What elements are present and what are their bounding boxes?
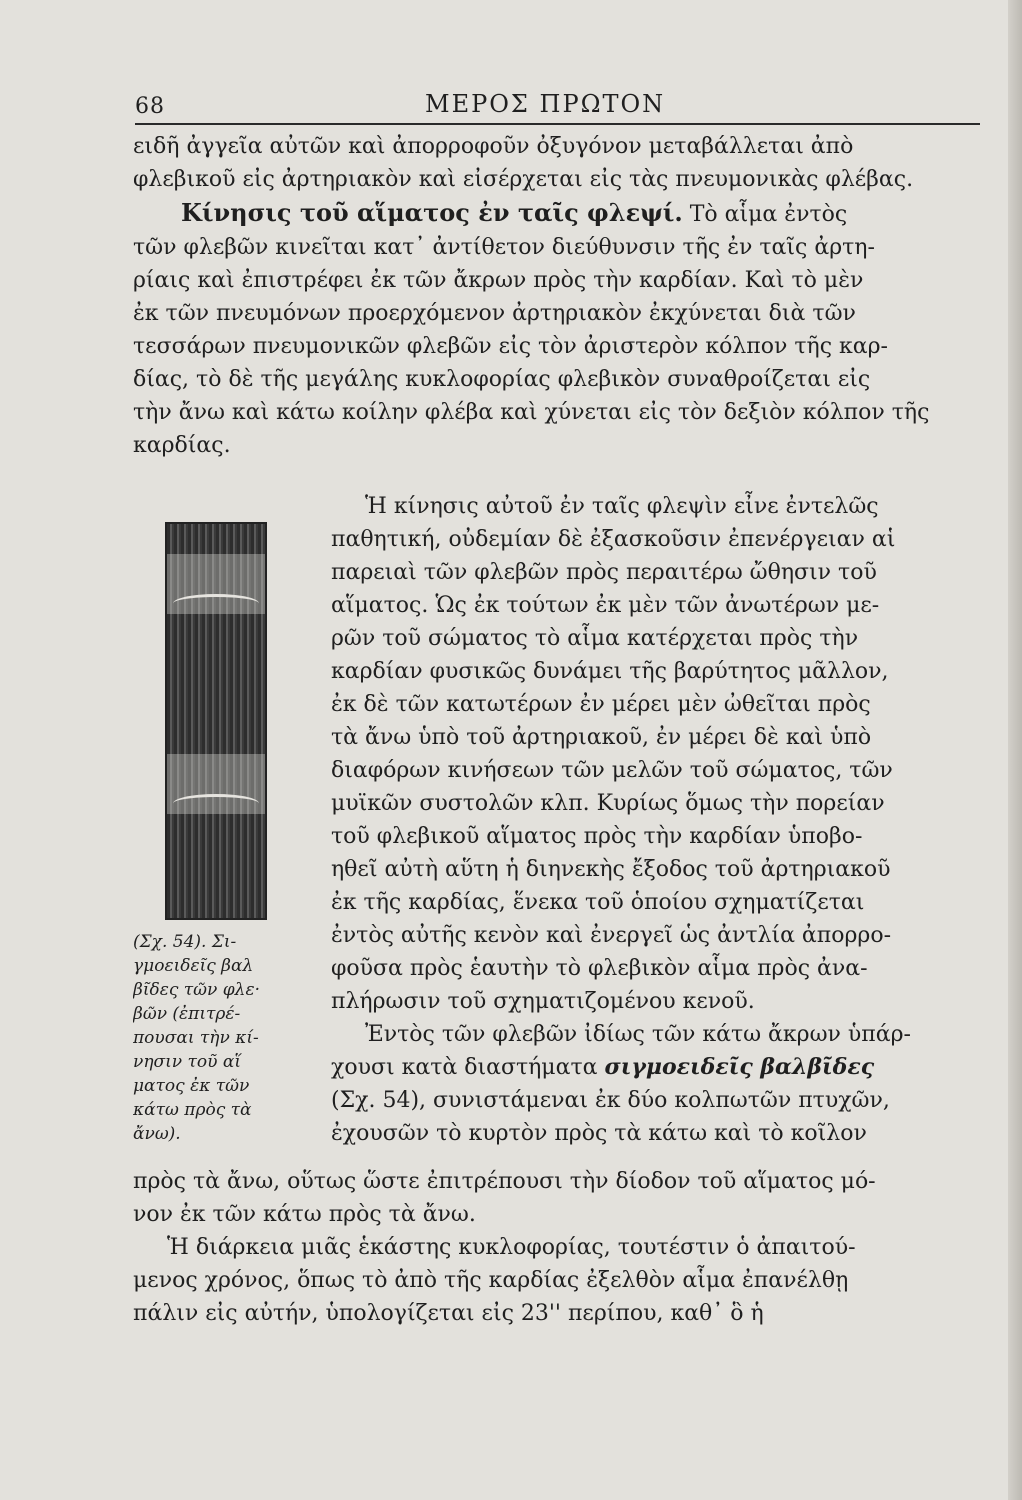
page-header: [135, 80, 980, 130]
figure-area: [133, 494, 983, 1155]
text-line: δίας, τὸ δὲ τῆς μεγάλης κυκλοφορίας φλεβικὸν συναθροίζεται εἰς: [133, 367, 871, 392]
text-line: πλήρωσιν τοῦ σχηματιζομένου κενοῦ.: [331, 989, 755, 1014]
text-line: Ἡ κίνησις αὐτοῦ ἐν ταῖς φλεψὶν εἶνε ἐντελῶς: [365, 494, 879, 519]
text-line: τὰ ἄνω ὑπὸ τοῦ ἀρτηριακοῦ, ἐν μέρει δὲ καὶ ὑπὸ: [331, 725, 872, 750]
text-line: αἵματος. Ὡς ἐκ τούτων ἐκ μὲν τῶν ἀνωτέρων με-: [331, 593, 880, 618]
text-line: (Σχ. 54), συνιστάμεναι ἐκ δύο κολπωτῶν πτυχῶν,: [331, 1088, 890, 1113]
text-line: ἐχουσῶν τὸ κυρτὸν πρὸς τὰ κάτω καὶ τὸ κοῖλον: [331, 1121, 867, 1146]
page-number: 68: [135, 94, 165, 119]
bottom-text-block: [133, 1165, 983, 1330]
text-line: διαφόρων κινήσεων τῶν μελῶν τοῦ σώματος, τῶν: [331, 758, 893, 783]
caption-line: ματος ἐκ τῶν: [133, 1076, 250, 1096]
caption-line: βῶν (ἐπιτρέ-: [133, 1004, 241, 1024]
valve-mark: [173, 594, 259, 613]
text-line: ηθεῖ αὐτὴ αὕτη ἡ διηνεκὴς ἔξοδος τοῦ ἀρτηριακοῦ: [331, 857, 891, 882]
text-line: πάλιν εἰς αὐτήν, ὑπολογίζεται εἰς 23'' περίπου, καθ᾽ ὃ ἡ: [133, 1301, 764, 1326]
text-line: τεσσάρων πνευμονικῶν φλεβῶν εἰς τὸν ἀριστερὸν κόλπον τῆς καρ-: [133, 334, 888, 359]
subheading-line: [133, 196, 983, 231]
text-line: μενος χρόνος, ὅπως τὸ ἀπὸ τῆς καρδίας ἐξελθὸν αἷμα ἐπανέλθῃ: [133, 1268, 849, 1293]
text-line: πρὸς τὰ ἄνω, οὕτως ὥστε ἐπιτρέπουσι τὴν δίοδον τοῦ αἵματος μό-: [133, 1169, 876, 1194]
text-line: [331, 1051, 991, 1084]
caption-line: νησιν τοῦ αἵ: [133, 1052, 242, 1072]
text-line: ἐντὸς αὐτῆς κενὸν καὶ ἐνεργεῖ ὡς ἀντλία ἀπορρο-: [331, 923, 892, 948]
caption-line: βῖδες τῶν φλε·: [133, 980, 260, 1000]
text-line: ρῶν τοῦ σώματος τὸ αἷμα κατέρχεται πρὸς τὴν: [331, 626, 859, 651]
running-head: ΜΕΡΟΣ ΠΡΩΤΟΝ: [425, 90, 666, 118]
valve-mark: [173, 794, 259, 813]
caption-line: γμοειδεῖς βαλ: [133, 956, 254, 976]
right-column-text: [331, 490, 991, 1150]
text-line: φοῦσα πρὸς ἑαυτὴν τὸ φλεβικὸν αἷμα πρὸς ἀνα-: [331, 956, 868, 981]
caption-line: πουσαι τὴν κί-: [133, 1028, 259, 1048]
page-edge: [1008, 0, 1022, 1500]
text-line: ἐκ τῆς καρδίας, ἕνεκα τοῦ ὁποίου σχηματίζεται: [331, 890, 865, 915]
header-rule: [135, 123, 980, 125]
text-line: ἐκ τῶν πνευμόνων προερχόμενον ἀρτηριακὸν ἐκχύνεται διὰ τῶν: [133, 301, 856, 326]
text-line: παρειαὶ τῶν φλεβῶν πρὸς περαιτέρω ὤθησιν τοῦ: [331, 560, 877, 585]
text-line: καρδίαν φυσικῶς δυνάμει τῆς βαρύτητος μᾶλλον,: [331, 659, 889, 684]
section-subheading: Κίνησις τοῦ αἵματος ἐν ταῖς φλεψί.: [181, 198, 683, 227]
text-fragment: χουσι κατὰ διαστήματα: [331, 1055, 605, 1080]
caption-line: (Σχ. 54). Σι-: [133, 932, 237, 952]
text-line: τοῦ φλεβικοῦ αἵματος πρὸς τὴν καρδίαν ὑποβο-: [331, 824, 863, 849]
text-line: Ἐντὸς τῶν φλεβῶν ἰδίως τῶν κάτω ἄκρων ὑπάρ-: [365, 1022, 911, 1047]
text-line: τὴν ἄνω καὶ κάτω κοίλην φλέβα καὶ χύνεται εἰς τὸν δεξιὸν κόλπον τῆς: [133, 400, 930, 425]
caption-line: ἄνω).: [133, 1124, 181, 1144]
text-line: ειδῆ ἀγγεῖα αὐτῶν καὶ ἀπορροφοῦν ὀξυγόνον μεταβάλλεται ἀπὸ: [133, 134, 854, 159]
text-line: ἐκ δὲ τῶν κατωτέρων ἐν μέρει μὲν ὠθεῖται πρὸς: [331, 692, 871, 717]
bold-term: σιγμοειδεῖς βαλβῖδες: [604, 1054, 875, 1080]
text-line: Τὸ αἷμα ἐντὸς: [682, 202, 848, 227]
text-line: καρδίας.: [133, 433, 231, 458]
caption-line: κάτω πρὸς τὰ: [133, 1100, 252, 1120]
figure-caption: [133, 930, 308, 1146]
top-text-block: [133, 130, 983, 462]
text-line: φλεβικοῦ εἰς ἀρτηριακὸν καὶ εἰσέρχεται εἰς τὰς πνευμονικὰς φλέβας.: [133, 167, 914, 192]
text-line: μυϊκῶν συστολῶν κλπ. Κυρίως ὅμως τὴν πορείαν: [331, 791, 885, 816]
text-line: ρίαις καὶ ἐπιστρέφει ἐκ τῶν ἄκρων πρὸς τὴν καρδίαν. Καὶ τὸ μὲν: [133, 268, 864, 293]
text-line: Ἡ διάρκεια μιᾶς ἑκάστης κυκλοφορίας, τουτέστιν ὁ ἀπαιτού-: [167, 1235, 856, 1260]
vein-valves-illustration: [165, 522, 267, 920]
text-line: νον ἐκ τῶν κάτω πρὸς τὰ ἄνω.: [133, 1202, 476, 1227]
text-line: παθητική, οὐδεμίαν δὲ ἐξασκοῦσιν ἐπενέργειαν αἱ: [331, 527, 896, 552]
text-line: τῶν φλεβῶν κινεῖται κατ᾽ ἀντίθετον διεύθυνσιν τῆς ἐν ταῖς ἀρτη-: [133, 235, 875, 260]
